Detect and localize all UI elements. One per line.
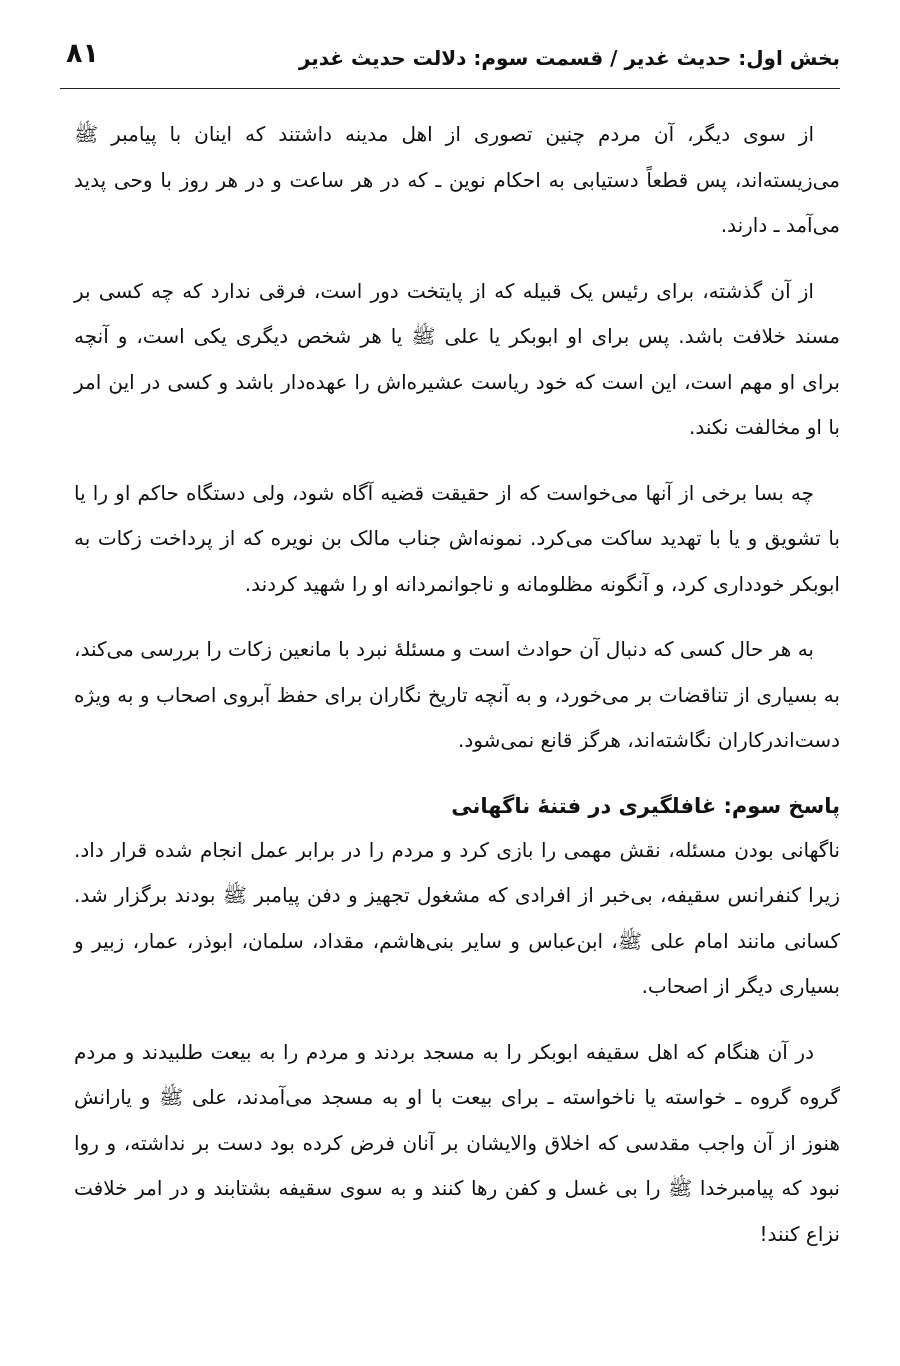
paragraph-3: چه بسا برخی از آنها می‌خواست که از حقیقت قضیه آگاه شود، ولی دستگاه حاکم او را یا با تشویق و یا با تهدید ساکت می‌کرد. نمونه‌اش جناب مالک بن نویره که از پرداخت زکات به ابوبکر خودداری کرد، و آنگونه مظلومانه و ناجوانمردانه او را شهید کردند. (74, 480, 840, 596)
page-number: ۸۱ (66, 38, 99, 69)
section-heading: پاسخ سوم: غافلگیری در فتنهٔ ناگهانی (451, 793, 840, 818)
paragraph-1: از سوی دیگر، آن مردم چنین تصوری از اهل مدینه داشتند که اینان با پیامبر ﷺ می‌زیسته‌اند، پس قطعاً دستیابی به احکام نوین ـ که در هر ساعت و در هر روز با وحی پدید می‌آمد ـ دارند. (74, 122, 840, 237)
page-body (74, 112, 840, 1277)
paragraph-2: از آن گذشته، برای رئیس یک قبیله که از پایتخت دور است، فرقی ندارد که چه کسی بر مسند خلافت باشد. پس برای او ابوبکر یا علی ﷺ یا هر شخص دیگری یکی است، و آنچه برای او مهم است، این است که خود ریاست عشیره‌اش را عهده‌دار باشد و کسی در این امر با او مخالفت نکند. (74, 278, 840, 439)
section-paragraph-1: ناگهانی بودن مسئله، نقش مهمی را بازی کرد و مردم را در برابر عمل انجام شده قرار داد. زیرا کنفرانس سقیفه، بی‌خبر از افرادی که مشغول تجهیز و دفن پیامبر ﷺ بودند برگزار شد. کسانی مانند امام علی ﷺ، ابن‌عباس و سایر بنی‌هاشم، مقداد، سلمان، ابوذر، عمار، زبیر و بسیاری دیگر از اصحاب. (74, 837, 840, 998)
running-header-title: بخش اول: حدیث غدیر / قسمت سوم: دلالت حدیث غدیر (298, 46, 840, 70)
paragraph-4: به هر حال کسی که دنبال آن حوادث است و مسئلهٔ نبرد با مانعین زکات را بررسی می‌کند، به بسیاری از تناقضات بر می‌خورد، و به آنچه تاریخ نگاران برای حفظ آبروی اصحاب و به ویژه دست‌اندرکاران نگاشته‌اند، هرگز قانع نمی‌شود. (74, 637, 840, 752)
section-paragraph-2: در آن هنگام که اهل سقیفه ابوبکر را به مسجد بردند و مردم را به بیعت طلبیدند و مردم گروه گروه ـ خواسته یا ناخواسته ـ برای بیعت با او به مسجد می‌آمدند، علی ﷺ و یارانش هنوز از آن واجب مقدسی که اخلاق والایشان بر آنان فرض کرده بود دست بر نداشته، و روا نبود که پیامبرخدا ﷺ را بی غسل و کفن رها کنند و به سوی سقیفه بشتابند و در امر خلافت نزاع کنند! (74, 1039, 840, 1246)
page-header (60, 28, 840, 89)
